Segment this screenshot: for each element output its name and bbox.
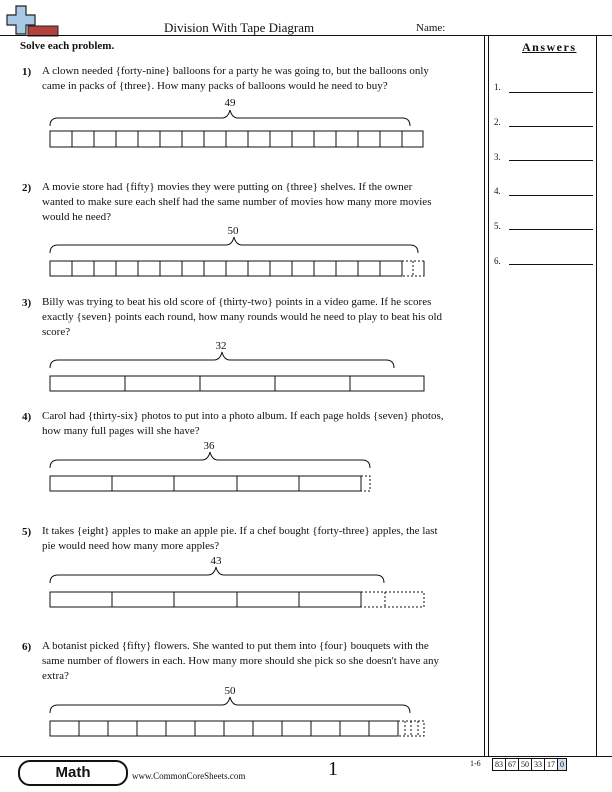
answer-number: 3. (494, 152, 501, 162)
answer-blank[interactable] (509, 92, 593, 93)
score-range: 1-6 (470, 759, 481, 768)
page-title: Division With Tape Diagram (164, 20, 315, 35)
problem-text-line: Carol had {thirty-six} photos to put into a photo album. If each page holds {seven} photos, (42, 410, 444, 422)
name-label: Name: (416, 22, 446, 34)
score-cell: 83 (492, 758, 506, 771)
tape-diagram (46, 106, 428, 150)
answer-blank[interactable] (509, 229, 593, 230)
problem-text-line: how many full pages will she have? (42, 425, 200, 437)
problem-text (42, 295, 482, 340)
problem-text (42, 180, 482, 225)
tape-diagram (46, 349, 428, 393)
tape-total-label: 50 (224, 685, 236, 697)
column-divider (484, 36, 485, 756)
problem-number: 3) (22, 297, 32, 309)
problem-text-line: A botanist picked {fifty} flowers. She wanted to put them into {four} bouquets with the (42, 640, 429, 652)
answer-blank[interactable] (509, 160, 593, 161)
problem-text-line: score? (42, 326, 71, 338)
footer-divider (0, 756, 612, 757)
score-cell: 67 (505, 758, 519, 771)
problem-number: 5) (22, 526, 32, 538)
problem-text-line: wanted to make sure each shelf had the same number of movies how many more movies (42, 196, 432, 208)
problem-text-line: It takes {eight} apples to make an apple pie. If a chef bought {forty-three} apples, the last (42, 525, 438, 537)
problem-text-line: A clown needed {forty-nine} balloons for a party he was going to, but the balloons only (42, 65, 429, 77)
answer-number: 6. (494, 256, 501, 266)
problem-text (42, 524, 482, 554)
problem-text (42, 639, 482, 684)
problem-text-line: pie would need how many more apples? (42, 540, 220, 552)
problem-text (42, 409, 482, 439)
problem-text-line: Billy was trying to beat his old score of {thirty-two} points in a video game. If he scores (42, 296, 432, 308)
answer-number: 1. (494, 82, 501, 92)
header-divider (0, 35, 612, 36)
problem-text-line: extra? (42, 670, 69, 682)
problem-number: 2) (22, 182, 32, 194)
answers-title: Answers (522, 40, 577, 54)
site-url: www.CommonCoreSheets.com (132, 771, 246, 781)
tape-total-label: 36 (203, 440, 215, 452)
tape-total-label: 50 (227, 225, 239, 237)
score-cell: 50 (518, 758, 532, 771)
problem-text (42, 64, 482, 94)
problem-text-line: A movie store had {fifty} movies they were putting on {three} shelves. If the owner (42, 181, 413, 193)
answer-blank[interactable] (509, 126, 593, 127)
tape-diagram (46, 449, 428, 493)
tape-diagram (46, 564, 428, 608)
problem-text-line: exactly {seven} points each round, how many rounds would he need to play to beat his old (42, 311, 443, 323)
answer-number: 2. (494, 117, 501, 127)
problem-text-line: would he need? (42, 211, 112, 223)
answer-blank[interactable] (509, 195, 593, 196)
score-cell: 33 (531, 758, 545, 771)
tape-total-label: 43 (210, 555, 222, 567)
problem-number: 1) (22, 66, 32, 78)
answer-blank[interactable] (509, 264, 593, 265)
tape-total-label: 49 (224, 97, 236, 109)
page-number: 1 (328, 758, 338, 780)
instructions: Solve each problem. (20, 40, 115, 52)
tape-diagram (46, 694, 428, 738)
problem-text-line: same number of flowers in each. How many more should she pick so she doesn't have any (42, 655, 439, 667)
column-divider (488, 36, 489, 756)
tape-diagram (46, 234, 428, 278)
problem-text-line: came in packs of {three}. How many packs of balloons would he need to buy? (42, 80, 388, 92)
subject-badge: Math (18, 760, 128, 786)
answer-number: 5. (494, 221, 501, 231)
score-table (493, 758, 567, 771)
score-cell: 17 (544, 758, 558, 771)
answer-number: 4. (494, 186, 501, 196)
problem-number: 4) (22, 411, 32, 423)
column-divider (596, 36, 597, 756)
score-cell: 0 (557, 758, 567, 771)
problem-number: 6) (22, 641, 32, 653)
tape-total-label: 32 (215, 340, 227, 352)
